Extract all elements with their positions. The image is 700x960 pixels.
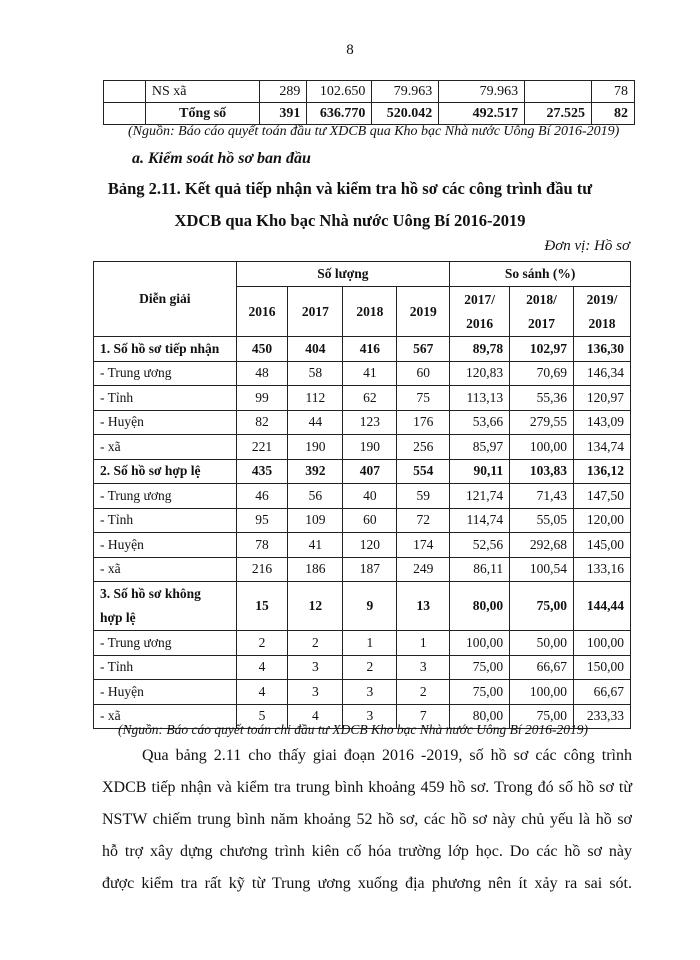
summary-row-label: NS xã <box>145 81 260 103</box>
count-cell: 48 <box>236 361 288 386</box>
paragraph-line: Qua bảng 2.11 cho thấy giai đoạn 2016 -2019, số hồ sơ các công trình <box>142 747 632 764</box>
count-cell: 13 <box>397 582 450 631</box>
summary-row <box>104 81 635 103</box>
header-year: 2018 <box>343 287 397 337</box>
ratio-cell: 145,00 <box>573 533 630 558</box>
row-label: - Tỉnh <box>94 386 237 411</box>
count-cell: 2 <box>343 655 397 680</box>
summary-cell <box>104 81 146 103</box>
count-cell: 190 <box>288 435 343 460</box>
count-cell: 7 <box>397 704 450 729</box>
row-label: - xã <box>94 704 237 729</box>
row-label: - Huyện <box>94 533 237 558</box>
count-cell: 40 <box>343 484 397 509</box>
summary-cell <box>525 81 592 103</box>
count-cell: 99 <box>236 386 288 411</box>
ratio-cell: 146,34 <box>573 361 630 386</box>
count-cell: 216 <box>236 557 288 582</box>
header-dien-giai: Diễn giải <box>94 262 237 337</box>
count-cell: 2 <box>288 631 343 656</box>
ratio-cell: 80,00 <box>450 704 510 729</box>
body-paragraph <box>102 740 632 900</box>
ratio-cell: 120,00 <box>573 508 630 533</box>
main-table-source: (Nguồn: Báo cáo quyết toán chi đầu tư XDCB Kho bạc Nhà nước Uông Bí 2016-2019) <box>118 722 588 737</box>
ratio-cell: 136,30 <box>573 337 630 362</box>
count-cell: 78 <box>236 533 288 558</box>
count-cell: 41 <box>343 361 397 386</box>
count-cell: 95 <box>236 508 288 533</box>
count-cell: 392 <box>288 459 343 484</box>
row-label: - Trung ương <box>94 484 237 509</box>
ratio-cell: 134,74 <box>573 435 630 460</box>
table-row <box>94 533 631 558</box>
ratio-cell: 114,74 <box>450 508 510 533</box>
ratio-cell: 89,78 <box>450 337 510 362</box>
ratio-cell: 85,97 <box>450 435 510 460</box>
summary-cell: 289 <box>260 81 307 103</box>
summary-cell: 636.770 <box>307 103 372 125</box>
count-cell: 4 <box>288 704 343 729</box>
table-row <box>94 655 631 680</box>
count-cell: 186 <box>288 557 343 582</box>
top-table-source: (Nguồn: Báo cáo quyết toán đầu tư XDCB qua Kho bạc Nhà nước Uông Bí 2016-2019) <box>128 124 620 139</box>
count-cell: 2 <box>397 680 450 705</box>
count-cell: 109 <box>288 508 343 533</box>
table-row <box>94 361 631 386</box>
count-cell: 60 <box>397 361 450 386</box>
count-cell: 407 <box>343 459 397 484</box>
count-cell: 4 <box>236 680 288 705</box>
ratio-cell: 80,00 <box>450 582 510 631</box>
ratio-cell: 55,36 <box>510 386 574 411</box>
count-cell: 256 <box>397 435 450 460</box>
ratio-cell: 55,05 <box>510 508 574 533</box>
count-cell: 58 <box>288 361 343 386</box>
count-cell: 1 <box>397 631 450 656</box>
ratio-cell: 120,83 <box>450 361 510 386</box>
page-number: 8 <box>346 42 354 58</box>
ratio-cell: 66,67 <box>510 655 574 680</box>
ratio-cell: 50,00 <box>510 631 574 656</box>
section-heading: a. Kiểm soát hồ sơ ban đầu <box>132 150 311 167</box>
ratio-cell: 113,13 <box>450 386 510 411</box>
ratio-cell: 86,11 <box>450 557 510 582</box>
ratio-cell: 120,97 <box>573 386 630 411</box>
unit-label: Đơn vị: Hồ sơ <box>544 238 630 254</box>
summary-row <box>104 103 635 125</box>
summary-cell: 391 <box>260 103 307 125</box>
ratio-cell: 147,50 <box>573 484 630 509</box>
count-cell: 9 <box>343 582 397 631</box>
ratio-cell: 100,00 <box>450 631 510 656</box>
count-cell: 554 <box>397 459 450 484</box>
paragraph-line: XDCB tiếp nhận và kiểm tra trung bình khoảng 459 hồ sơ. Trong đó số hồ sơ từ <box>102 779 632 796</box>
count-cell: 187 <box>343 557 397 582</box>
table-row <box>94 459 631 484</box>
count-cell: 435 <box>236 459 288 484</box>
table-row <box>94 582 631 631</box>
row-label: - Tỉnh <box>94 655 237 680</box>
row-label: - Huyện <box>94 410 237 435</box>
count-cell: 120 <box>343 533 397 558</box>
header-year: 2016 <box>236 287 288 337</box>
records-table <box>93 261 631 729</box>
ratio-cell: 75,00 <box>510 582 574 631</box>
count-cell: 15 <box>236 582 288 631</box>
count-cell: 44 <box>288 410 343 435</box>
count-cell: 4 <box>236 655 288 680</box>
ratio-cell: 90,11 <box>450 459 510 484</box>
count-cell: 56 <box>288 484 343 509</box>
ratio-cell: 75,00 <box>510 704 574 729</box>
header-comparison: 2017/ 2016 <box>450 287 510 337</box>
ratio-cell: 133,16 <box>573 557 630 582</box>
count-cell: 112 <box>288 386 343 411</box>
count-cell: 46 <box>236 484 288 509</box>
count-cell: 75 <box>397 386 450 411</box>
summary-cell: 492.517 <box>439 103 525 125</box>
count-cell: 404 <box>288 337 343 362</box>
header-comparison: 2019/ 2018 <box>573 287 630 337</box>
row-label: 3. Số hồ sơ không hợp lệ <box>94 582 237 631</box>
header-so-luong: Số lượng <box>236 262 450 287</box>
table-row <box>94 508 631 533</box>
count-cell: 3 <box>288 655 343 680</box>
count-cell: 2 <box>236 631 288 656</box>
summary-row-label: Tổng số <box>145 103 260 125</box>
ratio-cell: 66,67 <box>573 680 630 705</box>
header-so-sanh: So sánh (%) <box>450 262 631 287</box>
row-label: - Trung ương <box>94 631 237 656</box>
count-cell: 12 <box>288 582 343 631</box>
count-cell: 3 <box>288 680 343 705</box>
ratio-cell: 100,54 <box>510 557 574 582</box>
row-label: - Trung ương <box>94 361 237 386</box>
count-cell: 3 <box>343 704 397 729</box>
ratio-cell: 70,69 <box>510 361 574 386</box>
table-title-line1: Bảng 2.11. Kết quả tiếp nhận và kiểm tra hồ sơ các công trình đầu tư <box>107 179 593 198</box>
ratio-cell: 52,56 <box>450 533 510 558</box>
row-label: - xã <box>94 557 237 582</box>
ratio-cell: 100,00 <box>510 680 574 705</box>
table-row <box>94 337 631 362</box>
row-label: 1. Số hồ sơ tiếp nhận <box>94 337 237 362</box>
row-label: - xã <box>94 435 237 460</box>
count-cell: 567 <box>397 337 450 362</box>
summary-cell <box>104 103 146 125</box>
table-row <box>94 435 631 460</box>
ratio-cell: 136,12 <box>573 459 630 484</box>
count-cell: 450 <box>236 337 288 362</box>
count-cell: 82 <box>236 410 288 435</box>
summary-cell: 27.525 <box>525 103 592 125</box>
count-cell: 3 <box>343 680 397 705</box>
paragraph-line: được kiểm tra rất kỹ từ Trung ương xuống địa phương nên ít xảy ra sai sót. <box>102 875 632 892</box>
count-cell: 123 <box>343 410 397 435</box>
header-comparison: 2018/ 2017 <box>510 287 574 337</box>
ratio-cell: 102,97 <box>510 337 574 362</box>
count-cell: 62 <box>343 386 397 411</box>
count-cell: 60 <box>343 508 397 533</box>
ratio-cell: 100,00 <box>573 631 630 656</box>
count-cell: 1 <box>343 631 397 656</box>
count-cell: 5 <box>236 704 288 729</box>
summary-cell: 79.963 <box>439 81 525 103</box>
ratio-cell: 233,33 <box>573 704 630 729</box>
budget-summary-table <box>103 80 635 125</box>
table-title-line2: XDCB qua Kho bạc Nhà nước Uông Bí 2016-2019 <box>174 211 526 230</box>
row-label: - Huyện <box>94 680 237 705</box>
table-row <box>94 484 631 509</box>
ratio-cell: 103,83 <box>510 459 574 484</box>
count-cell: 249 <box>397 557 450 582</box>
header-year: 2019 <box>397 287 450 337</box>
ratio-cell: 100,00 <box>510 435 574 460</box>
ratio-cell: 71,43 <box>510 484 574 509</box>
table-row <box>94 680 631 705</box>
ratio-cell: 150,00 <box>573 655 630 680</box>
ratio-cell: 279,55 <box>510 410 574 435</box>
row-label: 2. Số hồ sơ hợp lệ <box>94 459 237 484</box>
ratio-cell: 75,00 <box>450 680 510 705</box>
table-row <box>94 386 631 411</box>
table-row <box>94 631 631 656</box>
ratio-cell: 143,09 <box>573 410 630 435</box>
count-cell: 176 <box>397 410 450 435</box>
ratio-cell: 144,44 <box>573 582 630 631</box>
summary-cell: 79.963 <box>372 81 439 103</box>
summary-cell: 82 <box>592 103 635 125</box>
summary-cell: 78 <box>592 81 635 103</box>
ratio-cell: 121,74 <box>450 484 510 509</box>
paragraph-line: NSTW chiếm trung bình năm khoảng 52 hồ sơ, các hồ sơ này chủ yếu là hồ sơ <box>102 811 632 828</box>
summary-cell: 520.042 <box>372 103 439 125</box>
count-cell: 72 <box>397 508 450 533</box>
count-cell: 174 <box>397 533 450 558</box>
ratio-cell: 53,66 <box>450 410 510 435</box>
table-row <box>94 557 631 582</box>
table-row <box>94 410 631 435</box>
count-cell: 190 <box>343 435 397 460</box>
paragraph-line: hỗ trợ xây dựng chương trình kiên cố hóa trường lớp học. Do các hồ sơ này <box>102 843 632 860</box>
header-year: 2017 <box>288 287 343 337</box>
ratio-cell: 292,68 <box>510 533 574 558</box>
count-cell: 221 <box>236 435 288 460</box>
summary-cell: 102.650 <box>307 81 372 103</box>
count-cell: 41 <box>288 533 343 558</box>
count-cell: 416 <box>343 337 397 362</box>
ratio-cell: 75,00 <box>450 655 510 680</box>
count-cell: 59 <box>397 484 450 509</box>
row-label: - Tỉnh <box>94 508 237 533</box>
count-cell: 3 <box>397 655 450 680</box>
